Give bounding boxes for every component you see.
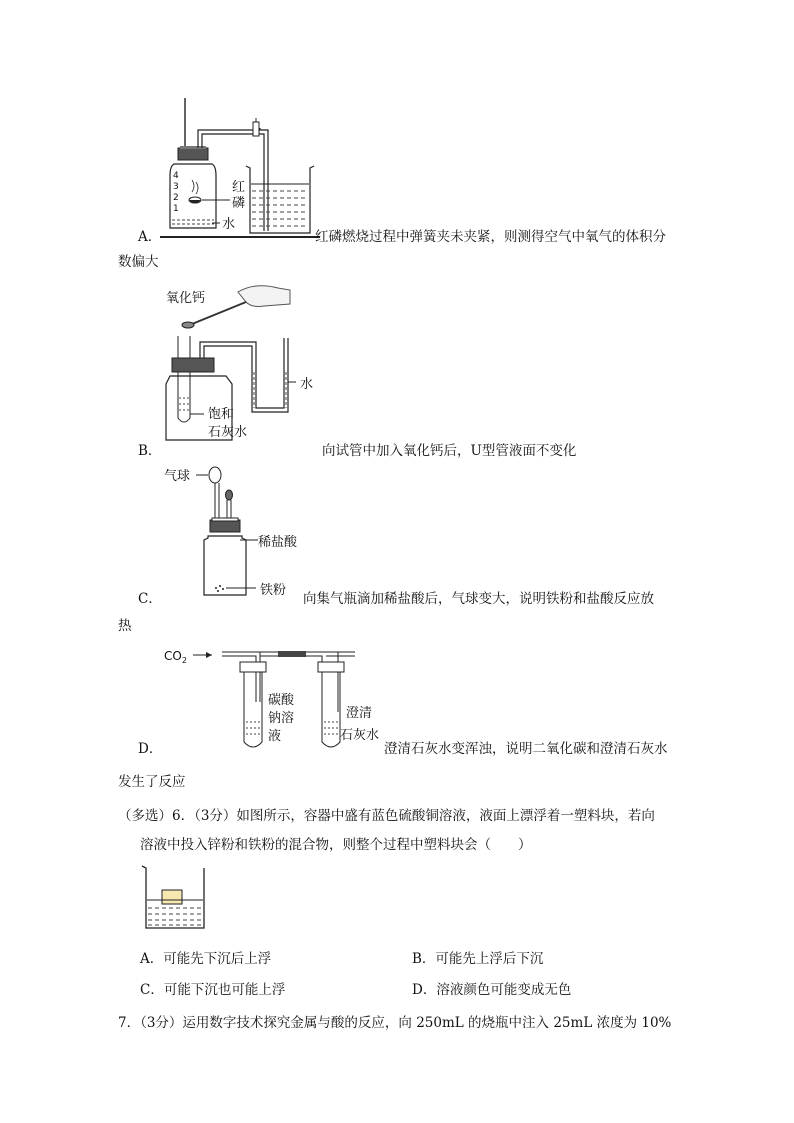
question-6-option-b[interactable]: B．可能先上浮后下沉 xyxy=(412,951,544,967)
label-iron-powder: 铁粉 xyxy=(260,583,287,598)
label-sodium-carbonate-3: 液 xyxy=(268,729,282,744)
label-dilute-hcl: 稀盐酸 xyxy=(258,535,298,550)
option-c-text-line2: 热 xyxy=(118,618,132,634)
question-6-stem-line2: 溶液中投入锌粉和铁粉的混合物，则整个过程中塑料块会（ ） xyxy=(140,837,532,853)
label-co2: $CO_2$ xyxy=(164,649,187,665)
option-b-letter: B． xyxy=(138,443,162,459)
figure-d-co2-test-tubes-apparatus xyxy=(160,642,385,756)
label-clear-limewater-2: 石灰水 xyxy=(340,728,380,743)
figure-b-cao-u-tube-apparatus xyxy=(160,280,335,449)
label-limewater: 石灰水 xyxy=(208,425,248,440)
question-6-option-c[interactable]: C．可能下沉也可能上浮 xyxy=(140,982,286,998)
figure-c-balloon-flask-apparatus xyxy=(160,460,310,609)
label-red: 红 xyxy=(232,180,246,195)
question-7-stem-line1: 7．（3分）运用数字技术探究金属与酸的反应，向 250mL 的烧瓶中注入 25mL 浓度为 10% xyxy=(118,1015,672,1031)
question-6-option-a[interactable]: A．可能先下沉后上浮 xyxy=(140,951,272,967)
scale-3: 3 xyxy=(173,182,179,192)
option-c-text-line1: 向集气瓶滴加稀盐酸后，气球变大，说明铁粉和盐酸反应放 xyxy=(303,591,654,607)
question-6-option-d[interactable]: D．溶液颜色可能变成无色 xyxy=(412,982,572,998)
option-a-letter: A． xyxy=(138,229,162,245)
label-saturated: 饱和 xyxy=(208,407,235,422)
option-d-text-line1: 澄清石灰水变浑浊，说明二氧化碳和澄清石灰水 xyxy=(384,741,668,757)
label-sodium-carbonate-1: 碳酸 xyxy=(268,693,295,708)
option-b-text: 向试管中加入氧化钙后，U型管液面不变化 xyxy=(322,443,577,459)
label-clear-limewater-1: 澄清 xyxy=(346,706,373,721)
label-balloon: 气球 xyxy=(164,469,191,484)
figure-a-red-phosphorus-apparatus xyxy=(160,96,320,245)
scale-4: 4 xyxy=(173,171,179,181)
option-d-letter: D． xyxy=(138,741,163,757)
question-6-stem-line1: （多选）6．（3分）如图所示，容器中盛有蓝色硫酸铜溶液，液面上漂浮着一塑料块，若向 xyxy=(118,808,655,824)
option-a-text-line1: 红磷燃烧过程中弹簧夹未夹紧，则测得空气中氧气的体积分 xyxy=(315,229,666,245)
label-sodium-carbonate-2: 钠溶 xyxy=(268,711,295,726)
scale-2: 2 xyxy=(173,193,179,203)
scale-1: 1 xyxy=(173,204,179,214)
label-cao: 氧化钙 xyxy=(166,291,206,306)
option-a-text-line2: 数偏大 xyxy=(118,254,159,270)
option-c-letter: C． xyxy=(138,591,162,607)
label-water-a: 水 xyxy=(222,217,236,232)
label-water-b: 水 xyxy=(300,377,314,392)
option-d-text-line2: 发生了反应 xyxy=(118,774,186,790)
figure-q6-beaker-plastic-block xyxy=(140,862,210,936)
label-phosphorus: 磷 xyxy=(232,196,246,211)
